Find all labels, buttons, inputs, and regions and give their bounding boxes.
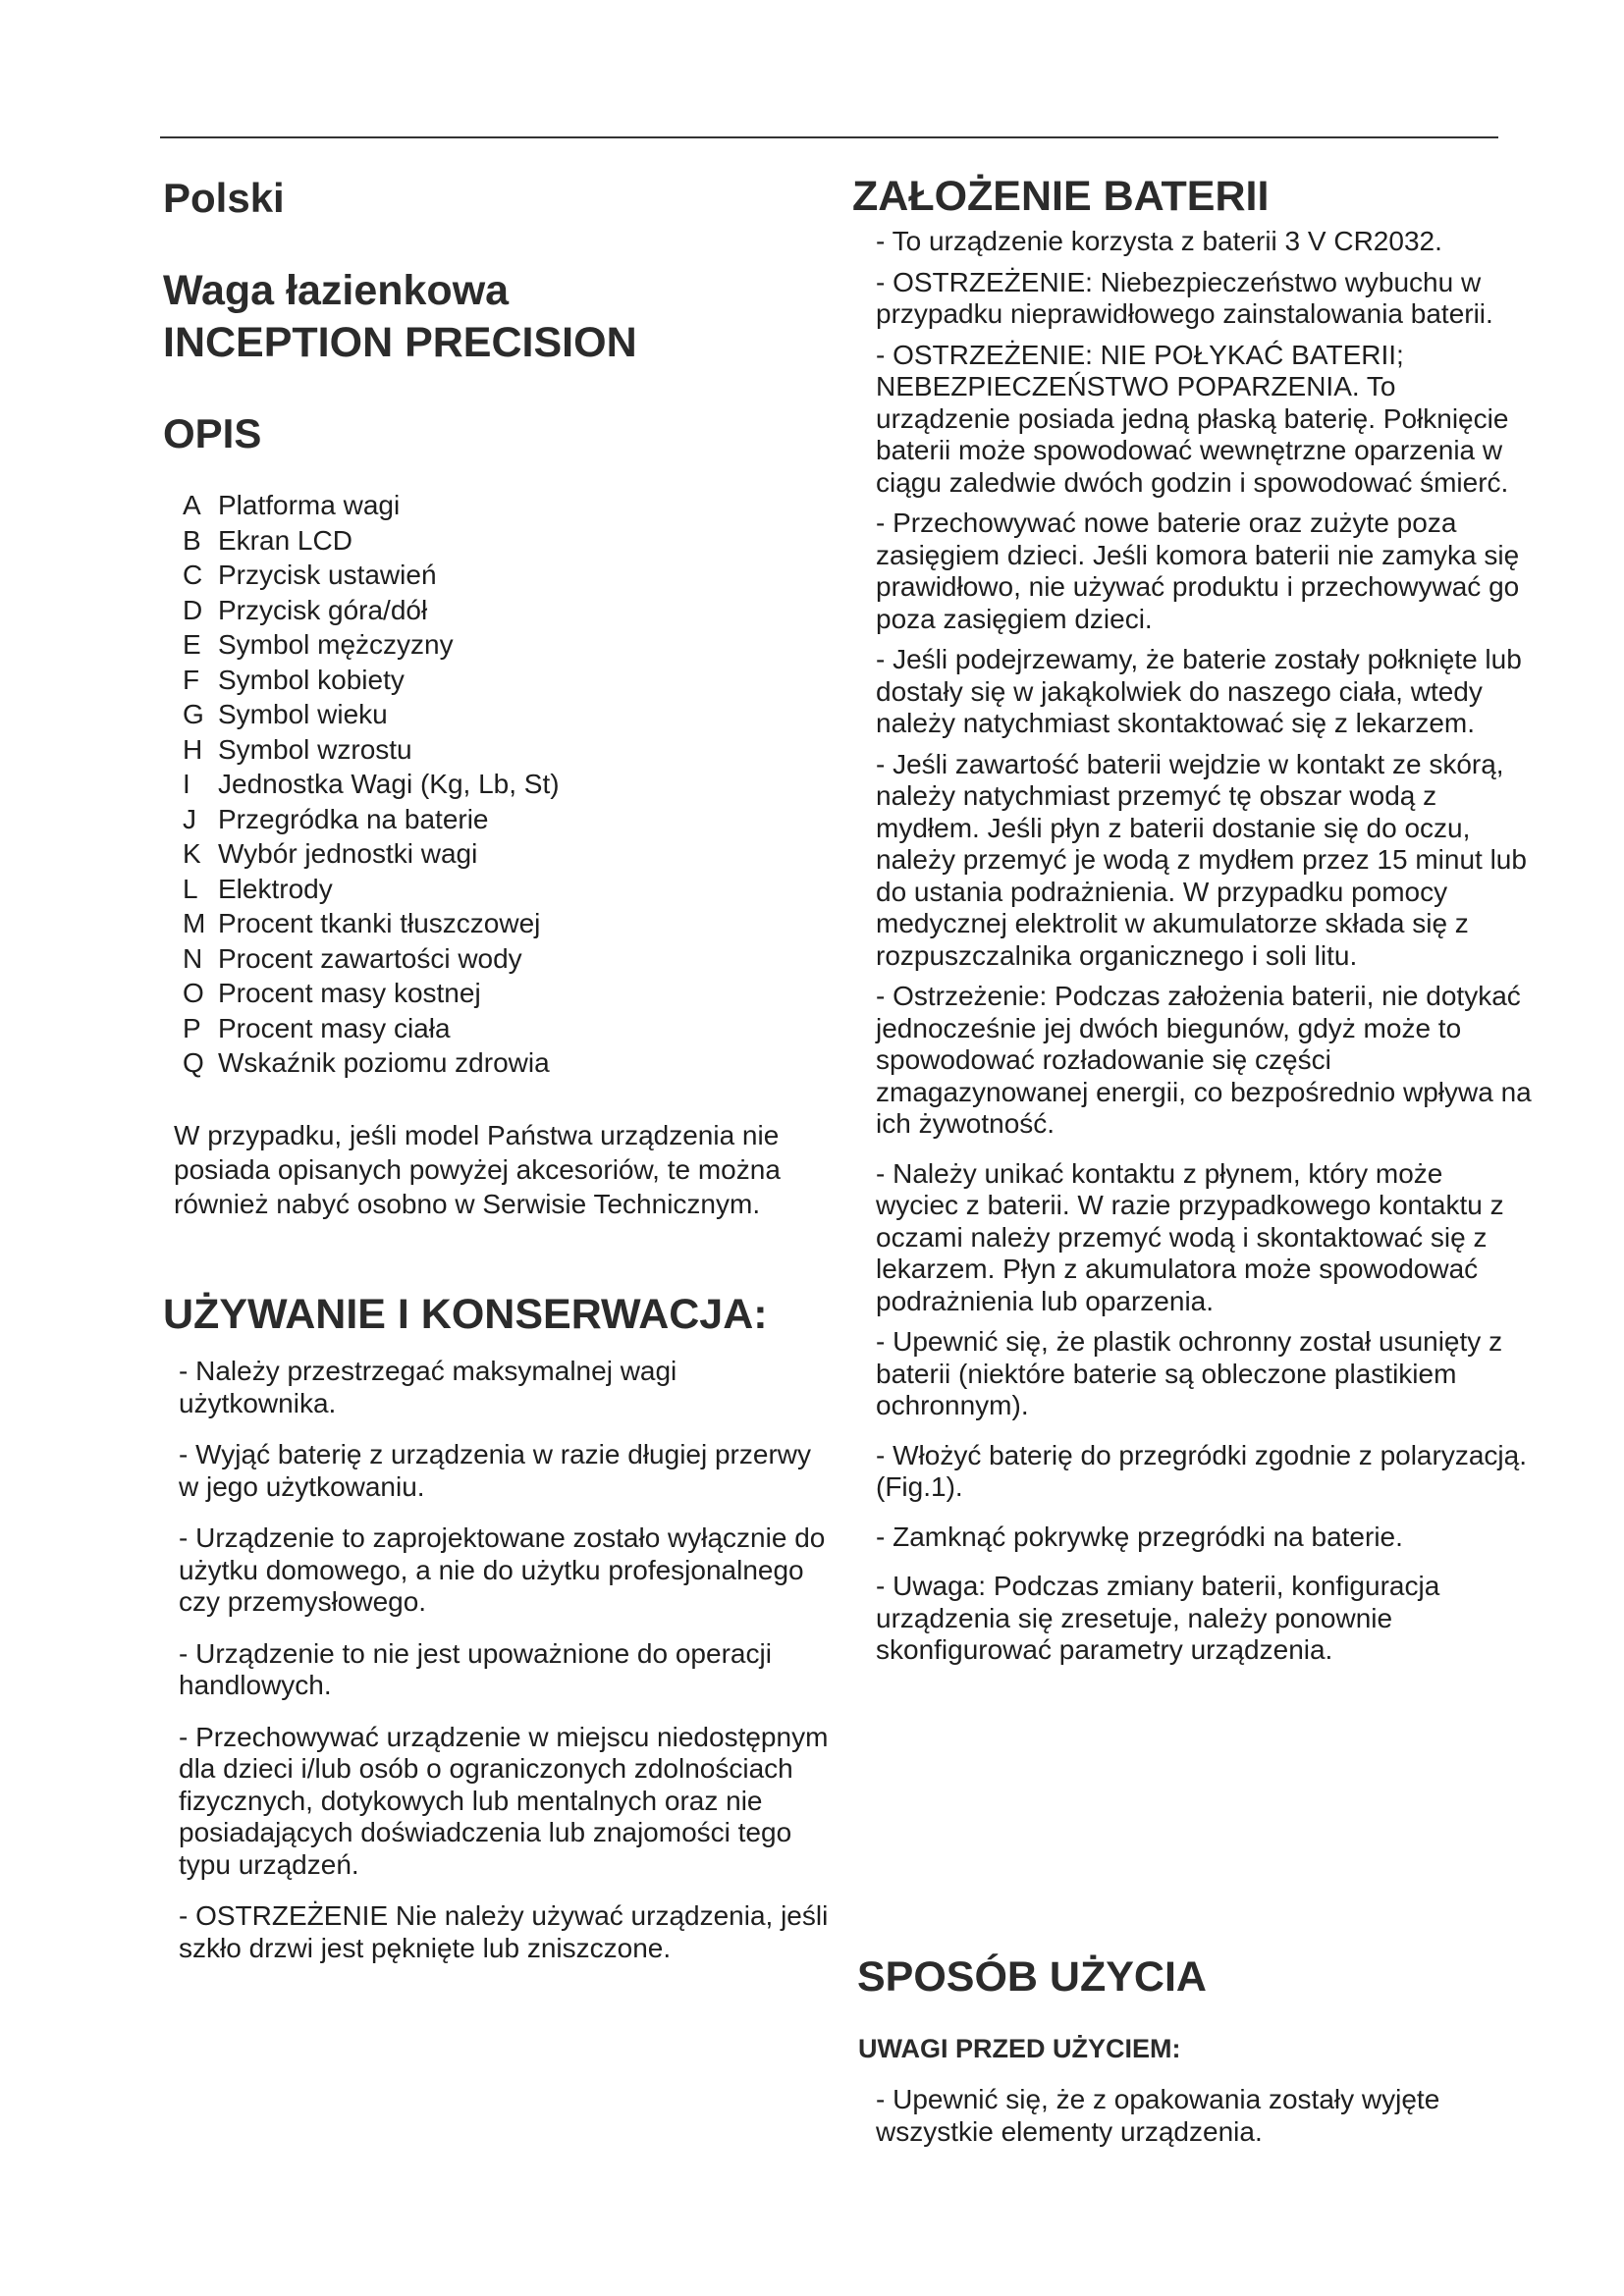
description-heading: OPIS [163, 410, 262, 456]
list-item: - Urządzenie to zaprojektowane zostało wyłącznie do użytku domowego, a nie do użytku profesjonalnego czy przemysłowego. [179, 1522, 826, 1617]
list-item: J Przegródka na baterie [183, 803, 489, 834]
parts-list [183, 488, 560, 1081]
usage-list [179, 1356, 837, 1984]
list-item: - Przechowywać urządzenie w miejscu niedostępnym dla dzieci i/lub osób o ograniczonych zdolnościach fizycznych, dotykowych lub mentalnych oraz nie posiadających doświadczenia lub znajomości tego typu urządzeń. [179, 1721, 829, 1880]
list-item: - Należy unikać kontaktu z płynem, który może wyciec z baterii. W razie przypadkowego kontaktu z oczami należy przemyć wodą i skontaktować się z lekarzem. Płyn z akumulatora może spowodować podrażnienia lub oparzenia. [876, 1157, 1504, 1316]
list-item: - Zamknąć pokrywkę przegródki na baterie. [876, 1521, 1403, 1552]
list-item: G Symbol wieku [183, 699, 388, 729]
list-item: H Symbol wzrostu [183, 733, 412, 765]
usage-heading: UŻYWANIE I KONSERWACJA: [163, 1291, 768, 1338]
list-item: - Należy przestrzegać maksymalnej wagi użytkownika. [179, 1356, 677, 1418]
list-item: L Elektrody [183, 873, 333, 904]
list-item: F Symbol kobiety [183, 664, 405, 695]
method-list [876, 2084, 1532, 2167]
list-item: - Upewnić się, że plastik ochronny został usunięty z baterii (niektóre baterie są obleczone plastikiem ochronnym). [876, 1326, 1503, 1420]
top-divider [160, 136, 1498, 138]
battery-list [876, 226, 1532, 1676]
product-title-line2: INCEPTION PRECISION [163, 319, 637, 366]
list-item: - Jeśli podejrzewamy, że baterie zostały połknięte lub dostały się w jakąkolwiek do naszego ciała, wtedy należy natychmiast skontaktować się z lekarzem. [876, 644, 1522, 738]
list-item: - Włożyć baterię do przegródki zgodnie z polaryzacją. (Fig.1). [876, 1439, 1527, 1502]
list-item: - Upewnić się, że z opakowania zostały wyjęte wszystkie elementy urządzenia. [876, 2084, 1440, 2147]
list-item: - Ostrzeżenie: Podczas założenia baterii, nie dotykać jednocześnie jej dwóch biegunów, gdyż może to spowodować rozładowanie się części zmagazynowanej energii, co bezpośrednio wpływa na ich żywotność. [876, 981, 1532, 1139]
list-item: B Ekran LCD [183, 524, 352, 556]
list-item: - Wyjąć baterię z urządzenia w razie długiej przerwy w jego użytkowaniu. [179, 1439, 811, 1502]
accessory-note: W przypadku, jeśli model Państwa urządzenia nie posiada opisanych powyżej akcesoriów, te można również nabyć osobno w Serwisie Technicznym. [174, 1120, 781, 1219]
list-item: A Platforma wagi [183, 490, 401, 520]
list-item: - Przechowywać nowe baterie oraz zużyte poza zasięgiem dzieci. Jeśli komora baterii nie zamyka się prawidłowo, nie używać produktu i przechowywać go poza zasięgiem dzieci. [876, 507, 1520, 634]
list-item: I Jednostka Wagi (Kg, Lb, St) [183, 769, 560, 799]
list-item: - Urządzenie to nie jest upoważnione do operacji handlowych. [179, 1637, 772, 1700]
product-title [163, 265, 637, 369]
list-item: - Jeśli zawartość baterii wejdzie w kontakt ze skórą, należy natychmiast przemyć tę obszar wodą z mydłem. Jeśli płyn z baterii dostanie się do oczu, należy przemyć je wodą z mydłem przez 15 minut lub do ustania podrażnienia. W przypadku pomocy medycznej elektrolit w akumulatorze składa się z rozpuszczalnika organicznego i soli litu. [876, 748, 1527, 971]
list-item: - To urządzenie korzysta z baterii 3 V CR2032. [876, 226, 1442, 256]
list-item: O Procent masy kostnej [183, 978, 481, 1008]
battery-heading: ZAŁOŻENIE BATERII [852, 173, 1270, 220]
language-heading: Polski [163, 175, 285, 221]
list-item: - Uwaga: Podczas zmiany baterii, konfiguracja urządzenia się zresetuje, należy ponownie skonfigurować parametry urządzenia. [876, 1571, 1440, 1665]
list-item: C Przycisk ustawień [183, 560, 437, 590]
method-heading: SPOSÓB UŻYCIA [857, 1953, 1207, 2001]
before-use-subheading: UWAGI PRZED UŻYCIEM: [858, 2034, 1181, 2063]
list-item: P Procent masy ciała [183, 1012, 451, 1043]
list-item: - OSTRZEŻENIE: NIE POŁYKAĆ BATERII; NEBEZPIECZEŃSTWO POPARZENIA. To urządzenie posiada jedną płaską baterię. Połknięcie baterii może spowodować wewnętrzne oparzenia w ciągu zaledwie dwóch godzin i spowodować śmierć. [876, 339, 1509, 498]
list-item: - OSTRZEŻENIE: Niebezpieczeństwo wybuchu w przypadku nieprawidłowego zainstalowania baterii. [876, 266, 1493, 329]
list-item: - OSTRZEŻENIE Nie należy używać urządzenia, jeśli szkło drzwi jest pęknięte lub zniszczone. [179, 1900, 829, 1963]
list-item: N Procent zawartości wody [183, 942, 522, 974]
list-item: M Procent tkanki tłuszczowej [183, 908, 541, 938]
list-item: Q Wskaźnik poziomu zdrowia [183, 1047, 550, 1078]
product-title-line1: Waga łazienkowa [163, 267, 510, 314]
list-item: D Przycisk góra/dół [183, 594, 428, 625]
list-item: K Wybór jednostki wagi [183, 838, 478, 869]
list-item: E Symbol mężczyzny [183, 629, 454, 660]
